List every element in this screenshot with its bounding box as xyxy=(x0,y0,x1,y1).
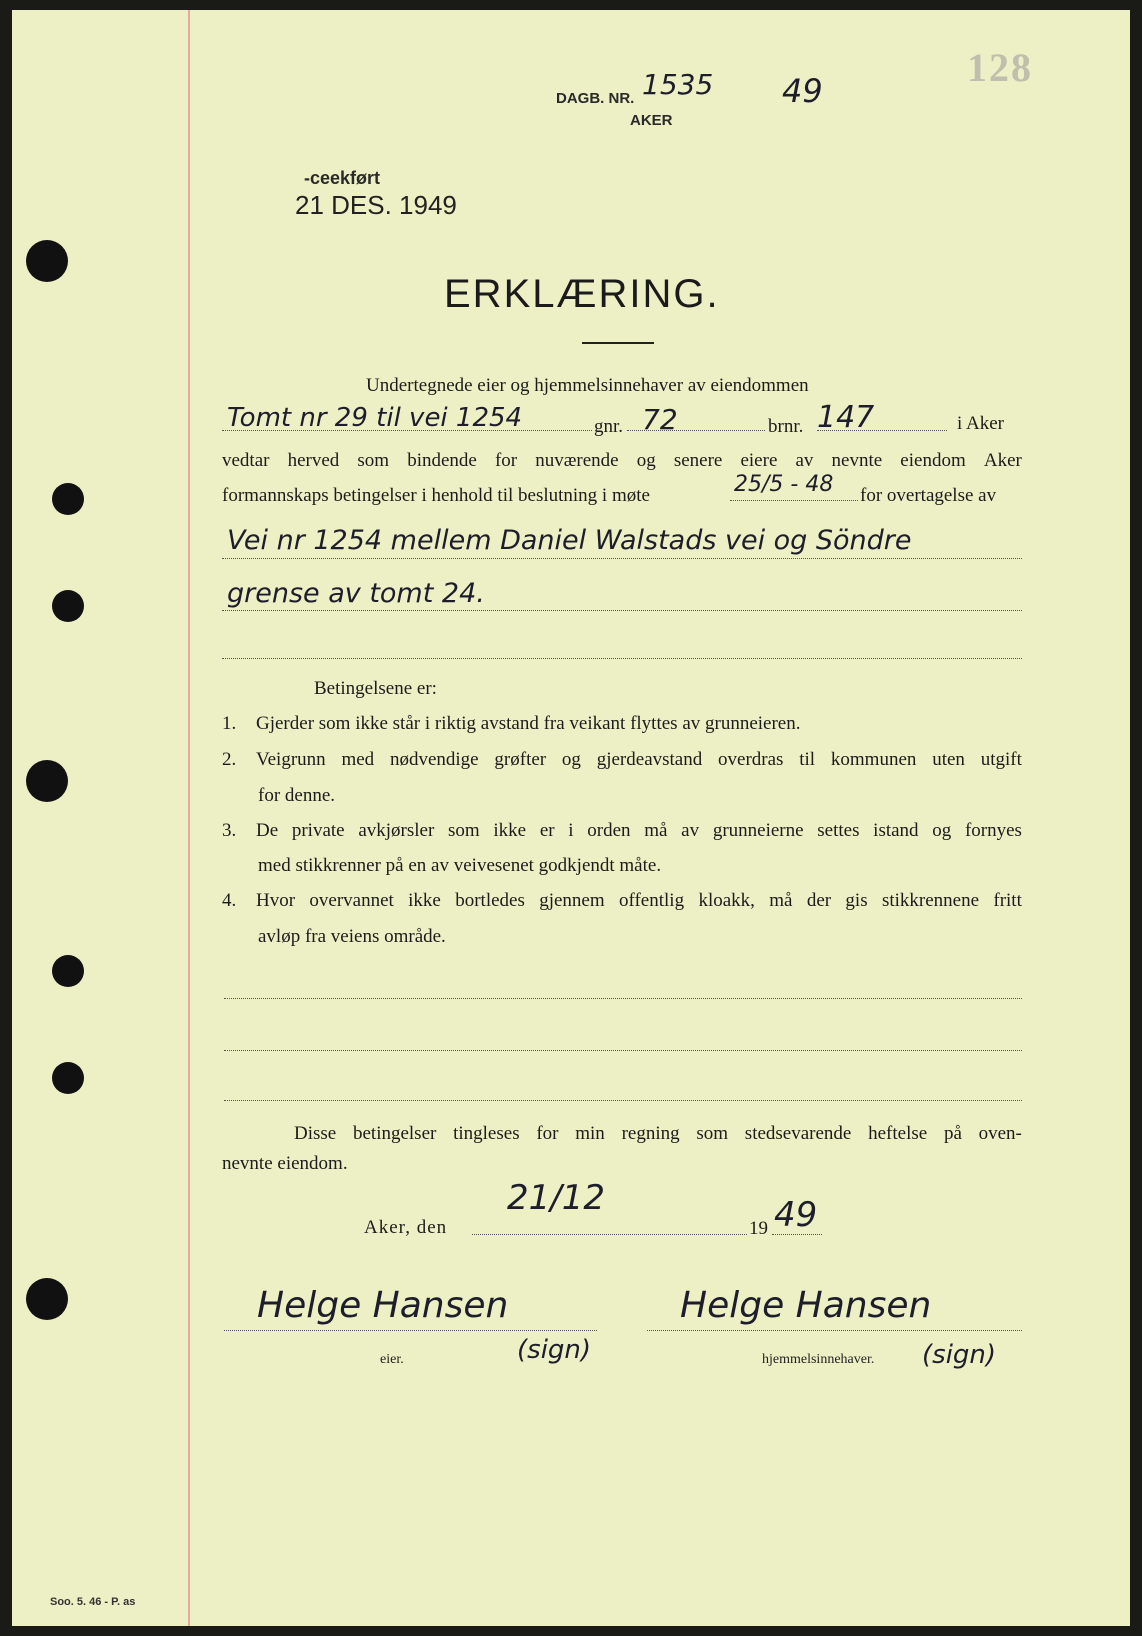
word: må xyxy=(769,890,793,911)
condition-number: 3. xyxy=(222,820,237,841)
word: i xyxy=(568,820,574,841)
holder-signature: Helge Hansen xyxy=(680,1285,932,1326)
word: stikkrennene xyxy=(881,890,980,911)
date-fill-line xyxy=(472,1234,747,1235)
word: er xyxy=(539,820,555,841)
conditions-heading: Betingelsene er: xyxy=(314,678,437,699)
word: på xyxy=(943,1123,962,1144)
meeting-date-fill-line xyxy=(730,500,858,501)
document-page xyxy=(12,10,1130,1626)
registered-date-stamp: 21 DES. 1949 xyxy=(295,190,457,220)
property-handwritten: Tomt nr 29 til vei 1254 xyxy=(227,403,523,433)
condition-number: 2. xyxy=(222,749,237,770)
word: vedtar xyxy=(222,450,270,471)
punch-hole xyxy=(52,483,84,515)
word: tingleses xyxy=(453,1123,520,1144)
word: av xyxy=(681,820,700,841)
holder-signature-line xyxy=(647,1330,1022,1331)
word: Hvor xyxy=(256,890,296,911)
gnr-label: gnr. xyxy=(594,416,624,437)
word: Disse xyxy=(294,1123,337,1144)
dagb-label: DAGB. NR. xyxy=(556,90,635,107)
word: heftelse xyxy=(868,1123,928,1144)
word: regning xyxy=(621,1123,680,1144)
dagb-year: 49 xyxy=(782,72,823,110)
word: eiere xyxy=(740,450,778,471)
holder-label: hjemmelsinnehaver. xyxy=(762,1352,875,1367)
condition-text: Gjerder som ikke står i riktig avstand fra veikant flyttes av grunneieren. xyxy=(256,713,801,734)
condition-text: for denne. xyxy=(258,785,336,806)
margin-line xyxy=(188,10,190,1626)
punch-hole xyxy=(26,1278,68,1320)
word: Veigrunn xyxy=(256,749,326,770)
word: og xyxy=(636,450,656,471)
road-fill-line-1 xyxy=(222,558,1022,559)
word: Aker xyxy=(983,450,1022,471)
intro-line-3 xyxy=(222,450,1022,472)
road-handwritten-line-1: Vei nr 1254 mellem Daniel Walstads vei og Söndre xyxy=(227,525,912,556)
bnr-fill-line xyxy=(817,430,947,431)
date-place-label: Aker, den xyxy=(364,1217,448,1238)
word: private xyxy=(291,820,345,841)
dagb-number: 1535 xyxy=(642,68,714,101)
word: senere xyxy=(673,450,723,471)
word: som xyxy=(448,820,480,841)
word: uten xyxy=(932,749,965,770)
aker-stamp: AKER xyxy=(630,112,673,129)
blank-fill-line xyxy=(224,1100,1022,1101)
bnr-value: 147 xyxy=(817,400,875,435)
word: herved xyxy=(287,450,340,471)
holder-sign-note: (sign) xyxy=(922,1340,997,1370)
word: nuværende xyxy=(535,450,619,471)
page-number: 128 xyxy=(967,45,1033,90)
date-year: 49 xyxy=(774,1195,818,1235)
blank-fill-line xyxy=(222,658,1022,659)
word: betingelser xyxy=(352,1123,437,1144)
blank-fill-line xyxy=(224,1050,1022,1051)
word: oven- xyxy=(978,1123,1022,1144)
punch-hole xyxy=(26,240,68,282)
punch-hole xyxy=(52,955,84,987)
word: fritt xyxy=(993,890,1022,911)
registered-stamp-caption: -ceekført xyxy=(304,168,381,188)
word: gis xyxy=(845,890,868,911)
condition-number: 4. xyxy=(222,890,237,911)
road-handwritten-line-2: grense av tomt 24. xyxy=(227,578,485,609)
word: gjennem xyxy=(539,890,605,911)
word: nødvendige xyxy=(389,749,479,770)
word: for xyxy=(536,1123,559,1144)
word: kloakk, xyxy=(698,890,755,911)
document-title: ERKLÆRING. xyxy=(444,272,720,316)
word: bindende xyxy=(407,450,477,471)
condition-text xyxy=(256,890,1022,912)
word: grøfter xyxy=(494,749,547,770)
punch-hole xyxy=(52,590,84,622)
word: der xyxy=(806,890,832,911)
gnr-fill-line xyxy=(627,430,765,431)
word: for xyxy=(494,450,518,471)
intro-line-4-end: for overtagelse av xyxy=(860,485,997,506)
word: grunneierne xyxy=(712,820,804,841)
word: og xyxy=(561,749,581,770)
word: ikke xyxy=(493,820,527,841)
meeting-date: 25/5 - 48 xyxy=(734,472,834,497)
word: som xyxy=(357,450,390,471)
intro-line-1: Undertegnede eier og hjemmelsinnehaver av eiendommen xyxy=(366,375,809,396)
word: til xyxy=(799,749,816,770)
word: orden xyxy=(587,820,631,841)
date-century: 19 xyxy=(749,1218,768,1239)
word: stedsevarende xyxy=(744,1123,852,1144)
owner-signature-line xyxy=(224,1330,597,1331)
property-fill-line xyxy=(222,430,592,431)
word: De xyxy=(256,820,279,841)
word: med xyxy=(341,749,375,770)
closing-line-2: nevnte eiendom. xyxy=(222,1153,348,1174)
form-footer: Soo. 5. 46 - P. as xyxy=(50,1596,136,1608)
title-rule xyxy=(582,342,654,344)
word: istand xyxy=(873,820,919,841)
word: nevnte xyxy=(831,450,883,471)
word: utgift xyxy=(980,749,1022,770)
in-aker: i Aker xyxy=(957,413,1004,434)
year-fill-line xyxy=(772,1234,822,1235)
word: må xyxy=(644,820,668,841)
word: gjerdeavstand xyxy=(596,749,703,770)
condition-text: avløp fra veiens område. xyxy=(258,926,446,947)
punch-hole xyxy=(26,760,68,802)
word: som xyxy=(696,1123,729,1144)
word: overdras xyxy=(718,749,784,770)
owner-signature: Helge Hansen xyxy=(257,1285,509,1326)
word: og xyxy=(932,820,952,841)
blank-fill-line xyxy=(224,998,1022,999)
gnr-value: 72 xyxy=(642,403,678,436)
word: offentlig xyxy=(619,890,685,911)
intro-line-4-start: formannskaps betingelser i henhold til beslutning i møte xyxy=(222,485,650,506)
punch-hole xyxy=(52,1062,84,1094)
condition-text: med stikkrenner på en av veivesenet godkjendt måte. xyxy=(258,855,662,876)
word: kommunen xyxy=(830,749,917,770)
word: settes xyxy=(817,820,860,841)
word: bortledes xyxy=(455,890,525,911)
owner-sign-note: (sign) xyxy=(517,1335,592,1365)
date-day-month: 21/12 xyxy=(507,1178,605,1218)
word: overvannet xyxy=(309,890,394,911)
condition-text xyxy=(256,749,1022,771)
word: av xyxy=(795,450,814,471)
owner-label: eier. xyxy=(380,1352,404,1367)
condition-text xyxy=(256,820,1022,842)
word: eiendom xyxy=(900,450,966,471)
word: min xyxy=(575,1123,605,1144)
closing-line-1 xyxy=(294,1123,1022,1145)
word: fornyes xyxy=(964,820,1022,841)
word: ikke xyxy=(408,890,441,911)
word: avkjørsler xyxy=(358,820,435,841)
road-fill-line-2 xyxy=(222,610,1022,611)
bnr-label: brnr. xyxy=(768,416,804,437)
condition-number: 1. xyxy=(222,713,237,734)
